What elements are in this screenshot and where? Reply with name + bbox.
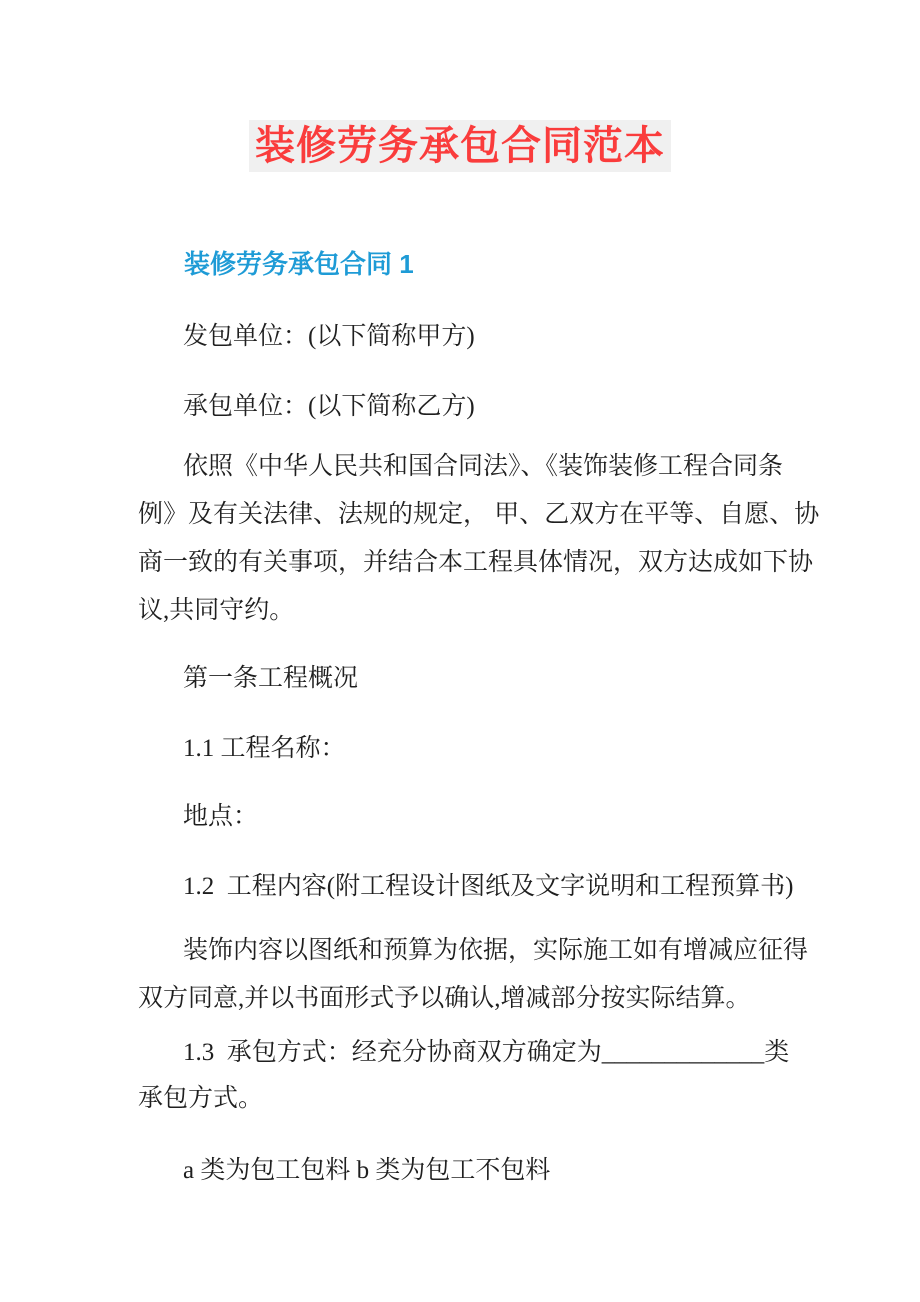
paragraph-line-preamble-1: 依照《中华人民共和国合同法》、《装饰装修工程合同条 [183, 453, 784, 480]
paragraph-line-content-1: 装饰内容以图纸和预算为依据，实际施工如有增减应征得 [183, 937, 809, 964]
title-row [0, 120, 920, 172]
paragraph-line-article-1: 第一条工程概况 [183, 665, 359, 692]
paragraph-line-party-b: 承包单位：(以下简称乙方) [183, 393, 475, 420]
paragraph-line-project-scope: 1.2 工程内容(附工程设计图纸及文字说明和工程预算书) [183, 873, 794, 900]
paragraph-line-preamble-3: 商一致的有关事项，并结合本工程具体情况，双方达成如下协 [138, 549, 814, 576]
paragraph-line-type-legend: a 类为包工包料 b 类为包工不包料 [183, 1157, 551, 1184]
section-heading: 装修劳务承包合同 1 [184, 249, 414, 279]
paragraph-line-contract-type-1: 1.3 承包方式：经充分协商双方确定为_____________类 [183, 1039, 790, 1066]
paragraph-line-project-name: 1.1 工程名称： [183, 735, 346, 762]
paragraph-line-content-2: 双方同意,并以书面形式予以确认,增减部分按实际结算。 [138, 985, 751, 1012]
paragraph-line-location: 地点： [183, 803, 259, 830]
paragraph-line-contract-type-2: 承包方式。 [138, 1085, 264, 1112]
paragraph-line-preamble-2: 例》及有关法律、法规的规定， 甲、乙双方在平等、自愿、协 [138, 501, 820, 528]
paragraph-line-party-a: 发包单位：(以下简称甲方) [183, 323, 475, 350]
paragraph-line-preamble-4: 议,共同守约。 [138, 597, 295, 624]
document-title: 装修劳务承包合同范本 [249, 120, 671, 172]
